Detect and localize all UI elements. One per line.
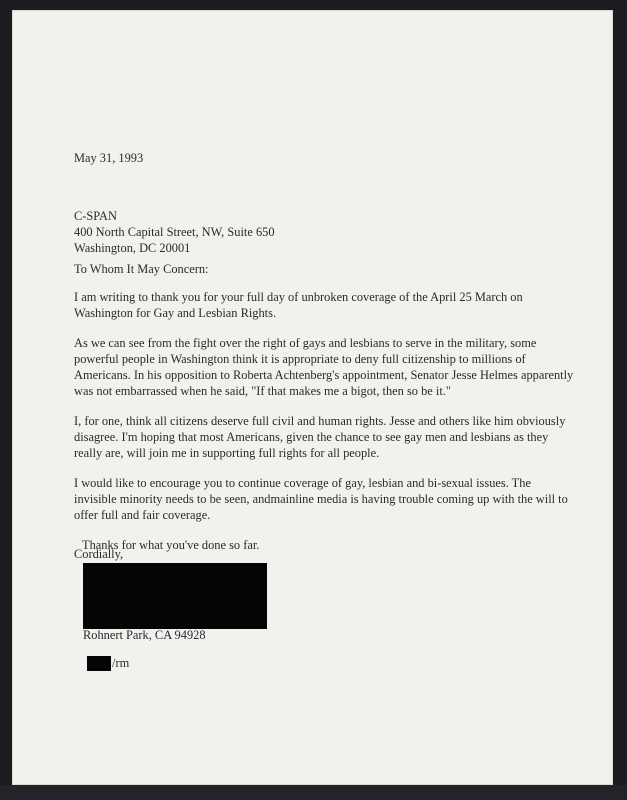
typist-initials [87, 655, 129, 671]
paragraph-military-rights: As we can see from the fight over the right of gays and lesbians to serve in the military, some powerful people in Washington think it is appropriate to deny full citizenship to millions of Americans. In his opposition to Roberta Achtenberg's appointment, Senator Jesse Helmes apparently was not embarrassed when he said, "If that makes me a bigot, then so be it." [74, 336, 574, 398]
initials-suffix: /rm [112, 655, 130, 670]
redacted-initials [87, 656, 111, 671]
paragraph-thanks-coverage: I am writing to thank you for your full day of unbroken coverage of the April 25 March on Washington for Gay and Lesbian Rights. [74, 290, 523, 320]
redacted-signature-block [83, 563, 267, 629]
paragraph-closing-thanks: Thanks for what you've done so far. [82, 538, 260, 552]
letter-paragraphs [74, 289, 574, 567]
recipient-address [74, 208, 275, 256]
scan-border [0, 785, 627, 800]
paragraph-civil-rights: I, for one, think all citizens deserve full civil and human rights. Jesse and others like him obviously disagree. I'm hoping that most Americans, given the chance to see gay men and lesbians as they really are, will join me in supporting full rights for all people. [74, 414, 566, 460]
paragraph-encourage-coverage: I would like to encourage you to continue coverage of gay, lesbian and bi-sexual issues. The invisible minority needs to be seen, andmainline media is having trouble coming up with the will to offer full and fair coverage. [74, 476, 568, 522]
sender-location: Rohnert Park, CA 94928 [83, 628, 206, 642]
closing: Cordially, [74, 547, 124, 561]
letter-date: May 31, 1993 [74, 151, 144, 165]
recipient-city-state: Washington, DC 20001 [74, 241, 191, 255]
recipient-name: C-SPAN [74, 209, 117, 223]
salutation: To Whom It May Concern: [74, 262, 209, 276]
recipient-street: 400 North Capital Street, NW, Suite 650 [74, 225, 275, 239]
